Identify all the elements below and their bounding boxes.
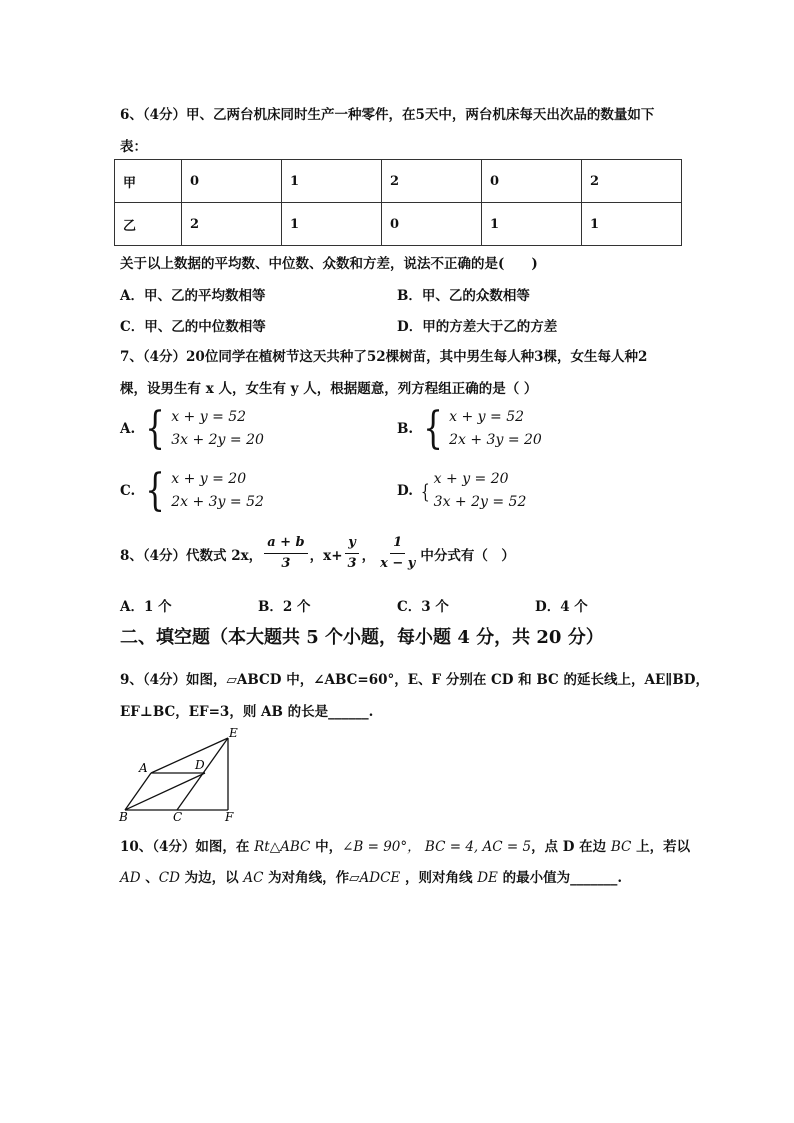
option-label: A. [120,421,136,437]
label-f: F [225,810,234,824]
separator: ，x+ [309,547,343,564]
q6-defect-table [114,159,682,246]
table-cell: 1 [282,203,382,246]
q9-line2: EF⊥BC，EF=3，则 AB 的长是______. [120,704,374,720]
q6-line2: 表： [120,139,147,155]
numerator: y [345,535,359,554]
math: AD [120,870,141,886]
table-cell: 0 [382,203,482,246]
numerator: 1 [390,535,405,554]
q7-option-b [397,403,542,454]
label-e: E [229,726,238,740]
q10-line2 [120,866,622,886]
table-cell: 0 [482,160,582,203]
option-label: B. [397,421,414,437]
equation: x + y = 52 [449,409,525,425]
text: 为边，以 [179,870,244,886]
label-b: B [119,810,128,824]
fraction-a-plus-b-over-3 [264,535,307,572]
math: BC = 4, AC = 5 [420,839,532,855]
numerator: a + b [264,535,307,554]
option-label: C. [120,483,136,499]
q6-option-b: B．甲、乙的众数相等 [397,288,530,304]
q8-option-c: C．3 个 [397,599,449,615]
label-c: C [173,810,183,824]
option-label: D. [397,483,413,499]
table-cell: 2 [382,160,482,203]
math: BC [610,839,632,855]
math: ADCE [359,870,401,886]
equation: x + y = 52 [171,409,247,425]
math: ∠B = 90°， [342,839,421,855]
text: ，则对角线 [400,870,478,886]
q7-option-a [120,403,264,454]
q8-line [120,535,515,572]
text: 10、（4分）如图，在 [120,839,255,855]
equation: x + y = 20 [171,471,247,487]
separator: ， [361,547,376,564]
fraction-y-over-3 [345,535,360,572]
equation-system [171,468,264,514]
q7-line1: 7、（4分）20位同学在植树节这天共种了52棵树苗，其中男生每人种3棵，女生每人种2 [120,349,648,365]
brace-icon: { [145,465,166,516]
math: DE [477,870,498,886]
q10-line1 [120,835,690,855]
equation-system [434,468,527,514]
text: 为对角线，作▱ [263,870,360,886]
text: 上，若以 [631,839,691,855]
table-cell: 甲 [115,160,182,203]
table-cell: 0 [182,160,282,203]
text: 的最小值为_______. [497,870,623,886]
label-d: D [195,758,205,772]
math: AC [243,870,264,886]
text: 、 [140,870,159,886]
fraction-1-over-x-minus-y [377,535,418,572]
table-row [115,160,682,203]
equation-system [171,406,264,452]
q7-line2: 棵，设男生有 x 人，女生有 y 人，根据题意，列方程组正确的是（ ） [120,381,538,397]
denominator: 3 [281,556,291,571]
table-row [115,203,682,246]
segment-bd [125,773,205,810]
segment-ae [151,738,228,773]
q8-option-a: A．1 个 [120,599,172,615]
equation: 3x + 2y = 20 [171,432,264,448]
table-cell: 1 [482,203,582,246]
equation: 2x + 3y = 52 [171,494,264,510]
q6-option-c: C．甲、乙的中位数相等 [120,319,266,335]
math: Rt△ABC [254,839,311,855]
equation: x + y = 20 [433,471,509,487]
text: ，点 D 在边 [531,839,611,855]
brace-icon: { [145,403,165,454]
q6-question: 关于以上数据的平均数、中位数、众数和方差，说法不正确的是( ) [120,256,538,272]
q8-suffix: 中分式有（ ） [420,547,515,564]
equation-system [449,406,542,452]
q6-line1: 6、（4分）甲、乙两台机床同时生产一种零件，在5天中，两台机床每天出次品的数量如下 [120,107,655,123]
math: CD [158,870,180,886]
q8-option-b: B．2 个 [258,599,311,615]
table-cell: 1 [282,160,382,203]
q8-prefix: 8、（4分）代数式 2x， [120,547,263,564]
table-cell: 2 [582,160,682,203]
q7-option-c [120,465,264,516]
denominator: x − y [380,556,416,571]
text: 中， [310,839,343,855]
q9-parallelogram-figure [115,724,245,824]
table-cell: 2 [182,203,282,246]
table-cell: 1 [582,203,682,246]
q6-option-d: D．甲的方差大于乙的方差 [397,319,558,335]
q6-option-a: A．甲、乙的平均数相等 [120,288,266,304]
equation: 3x + 2y = 52 [433,494,527,510]
section-heading-fill-in: 二、填空题（本大题共 5 个小题，每小题 4 分，共 20 分） [120,627,604,648]
equation: 2x + 3y = 20 [449,432,542,448]
table-cell: 乙 [115,203,182,246]
q9-line1: 9、（4分）如图，▱ABCD 中，∠ABC=60°，E、F 分别在 CD 和 BC 的延长线上，AE∥BD， [120,672,710,688]
q7-option-d [397,468,526,514]
label-a: A [139,761,148,775]
brace-icon: { [420,479,430,503]
q8-option-d: D．4 个 [535,599,588,615]
brace-icon: { [423,403,443,454]
denominator: 3 [347,556,357,571]
